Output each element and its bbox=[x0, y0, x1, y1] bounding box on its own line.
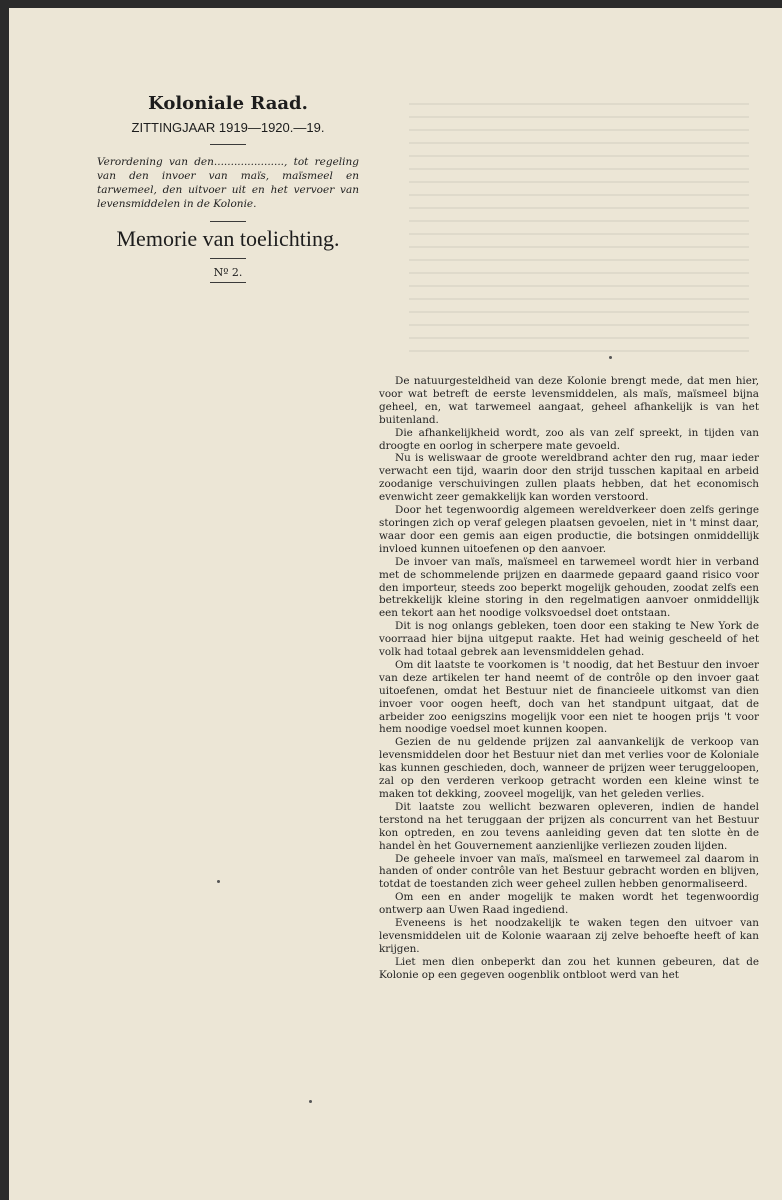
divider bbox=[210, 144, 246, 145]
ordinance-text: Verordening van den....................., tot regeling van den invoer van maïs, maïsmeel en tarwemeel, den uitvoer uit en het vervoer van levensmiddelen in de Kolonie. bbox=[97, 156, 359, 210]
paper-speck bbox=[309, 1100, 312, 1103]
divider bbox=[210, 221, 246, 222]
paragraph: Eveneens is het noodzakelijk te waken tegen den uitvoer van levensmiddelen uit de Kolonie waaraan zij zelve behoefte heeft of kan krijgen. bbox=[379, 917, 759, 955]
paragraph: Om een en ander mogelijk te maken wordt het tegenwoordig ontwerp aan Uwen Raad ingediend. bbox=[379, 891, 759, 917]
header-block bbox=[97, 93, 359, 283]
paper-speck bbox=[217, 880, 220, 883]
paragraph: Gezien de nu geldende prijzen zal aanvankelijk de verkoop van levensmiddelen door het Bestuur niet dan met verlies voor de Koloniale kas kunnen geschieden, doch, wanneer de prijzen weer teruggeloopen, zal op den verderen verkoop getracht worden een kleine winst te maken tot dekking, zooveel mogelijk, van het geleden verlies. bbox=[379, 736, 759, 800]
paragraph: Dit laatste zou wellicht bezwaren opleveren, indien de handel terstond na het teruggaan der prijzen als concurrent van het Bestuur kon optreden, en zou tevens aanleiding geven dat ten slotte èn de handel èn het Gouvernement aanzienlijke verliezen zouden lijden. bbox=[379, 800, 759, 852]
paragraph: Dit is nog onlangs gebleken, toen door een staking te New York de voorraad hier bijna uitgeput raakte. Het had weinig gescheeld of het volk had totaal gebrek aan levensmiddelen gehad. bbox=[379, 620, 759, 659]
paragraph: De invoer van maïs, maïsmeel en tarwemeel wordt hier in verband met de schommelende prijzen en daarmede gepaard gaand risico voor den importeur, steeds zoo beperkt mogelijk gehouden, zoodat zelfs een betrekkelijk kleine storing in den regelmatigen aanvoer onmiddellijk een tekort aan het noodige volksvoedsel doet ontstaan. bbox=[379, 555, 759, 620]
paragraph: Om dit laatste te voorkomen is 't noodig, dat het Bestuur den invoer van deze artikelen ter hand neemt of de contrôle op den invoer gaat uitoefenen, omdat het Bestuur niet de financieele uitkomst van dien invoer voor oogen heeft, doch van het standpunt uitgaat, dat de arbeider zoo eenigszins mogelijk voor een niet te hoogen prijs 't voor hem noodige voedsel moet kunnen koopen. bbox=[379, 658, 759, 736]
body-text bbox=[379, 375, 759, 982]
paragraph: Door het tegenwoordig algemeen wereldverkeer doen zelfs geringe storingen zich op veraf gelegen plaatsen gevoelen, niet in 't minst daar, waar door een gemis aan eigen productie, die botsingen onmiddellijk invloed kunnen uitoefenen op den aanvoer. bbox=[379, 504, 759, 555]
paragraph: De geheele invoer van maïs, maïsmeel en tarwemeel zal daarom in handen of onder contrôle van het Bestuur gebracht worden en blijven, totdat de toestanden zich weer geheel zullen hebben genormaliseerd. bbox=[379, 852, 759, 891]
document-number: Nº 2. bbox=[213, 266, 243, 279]
paper-speck bbox=[609, 356, 612, 359]
paragraph: Die afhankelijkheid wordt, zoo als van zelf spreekt, in tijden van droogte en oorlog in scherpere mate gevoeld. bbox=[379, 426, 759, 452]
paragraph: Liet men dien onbeperkt dan zou het kunnen gebeuren, dat de Kolonie op een gegeven oogenblik ontbloot werd van het bbox=[379, 955, 759, 981]
divider bbox=[210, 282, 246, 283]
show-through-text bbox=[409, 103, 749, 373]
session-year: ZITTINGJAAR 1919—1920.—19. bbox=[131, 120, 325, 135]
paragraph: De natuurgesteldheid van deze Kolonie brengt mede, dat men hier, voor wat betreft de eerste levensmiddelen, als maïs, maïsmeel bijna geheel, en, wat tarwemeel aangaat, geheel afhankelijk is van het buitenland. bbox=[379, 375, 759, 426]
council-title: Koloniale Raad. bbox=[148, 93, 308, 114]
document-page bbox=[9, 8, 782, 1200]
divider bbox=[210, 258, 246, 259]
paragraph: Nu is weliswaar de groote wereldbrand achter den rug, maar ieder verwacht een tijd, waarin door den strijd tusschen kapitaal en arbeid zoodanige verschuivingen zullen plaats hebben, dat het economisch evenwicht zeer gemakkelijk kan worden verstoord. bbox=[379, 452, 759, 504]
memorie-heading: Memorie van toelichting. bbox=[116, 226, 340, 251]
